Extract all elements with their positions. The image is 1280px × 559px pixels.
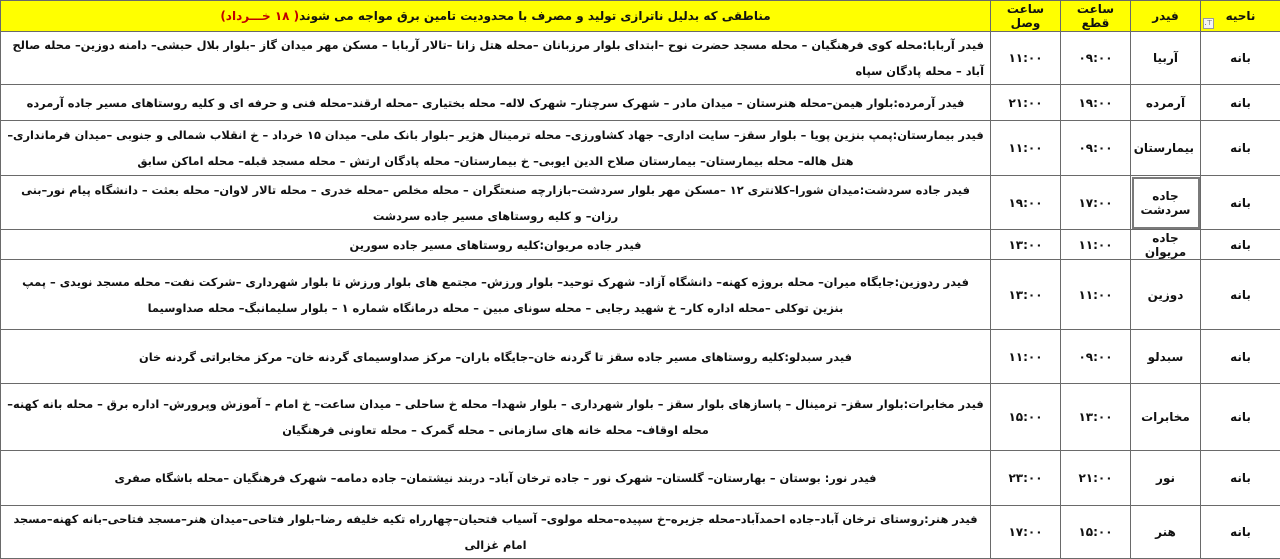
- connect-time-cell[interactable]: ۱۷:۰۰: [991, 506, 1061, 559]
- connect-time-cell[interactable]: ۱۱:۰۰: [991, 121, 1061, 176]
- column-header-region-label: ناحیه: [1226, 9, 1256, 23]
- table-row: [1, 121, 1280, 176]
- feeder-cell[interactable]: دوزین: [1131, 260, 1201, 330]
- table-row: [1, 260, 1280, 330]
- table-row: [1, 230, 1280, 260]
- feeder-cell[interactable]: بیمارستان: [1131, 121, 1201, 176]
- region-cell[interactable]: بانه: [1201, 260, 1280, 330]
- column-header-cut-time[interactable]: ساعت قطع: [1061, 1, 1131, 32]
- date-label: ( ۱۸ خـــرداد): [220, 9, 299, 23]
- connect-time-cell[interactable]: ۱۱:۰۰: [991, 32, 1061, 85]
- region-cell[interactable]: بانه: [1201, 176, 1280, 230]
- cut-time-cell[interactable]: ۲۱:۰۰: [1061, 451, 1131, 506]
- filter-dropdown-icon[interactable]: ⊤.: [1203, 18, 1214, 29]
- areas-cell[interactable]: فیدر ردوزین:جایگاه میران– محله بروژه کهنه– دانشگاه آزاد– شهرک توحید– بلوار ورزش– مجتمع های بلوار ورزش تا بلوار شهرداری –شرکت نفت– محله مسجد نویدی – پمپ بنزین توکلی –محله اداره کار– خ شهید رجایی – محله سونای مبین – محله درمانگاه شماره ۱ – بلوار سلیمانبگ– محله صداوسیما: [1, 260, 991, 330]
- column-header-description[interactable]: [1, 1, 991, 32]
- connect-time-cell[interactable]: ۱۳:۰۰: [991, 260, 1061, 330]
- table-row: [1, 384, 1280, 451]
- table-row: [1, 85, 1280, 121]
- areas-cell[interactable]: فیدر نور: بوستان – بهارستان– گلستان– شهرک نور – جاده ترخان آباد– دربند نیشتمان– جاده دمامه– شهرک فرهنگیان –محله باشگاه صفری: [1, 451, 991, 506]
- cut-time-cell[interactable]: ۱۱:۰۰: [1061, 230, 1131, 260]
- areas-cell[interactable]: فیدر جاده مریوان:کلیه روستاهای مسیر جاده سورین: [1, 230, 991, 260]
- region-cell[interactable]: بانه: [1201, 121, 1280, 176]
- column-header-feeder[interactable]: فیدر: [1131, 1, 1201, 32]
- areas-cell[interactable]: فیدر هنر:روستای ترخان آباد–جاده احمدآباد–محله جزیره–خ سپیده–محله مولوی– آسیاب فتحیان–چهارراه تکیه خلیفه رضا–بلوار فتاحی–میدان هنر–مسجد فتاحی–بانه کهنه–مسجد امام غزالی: [1, 506, 991, 559]
- region-cell[interactable]: بانه: [1201, 451, 1280, 506]
- connect-time-cell[interactable]: ۱۳:۰۰: [991, 230, 1061, 260]
- region-cell[interactable]: بانه: [1201, 384, 1280, 451]
- table-row: [1, 451, 1280, 506]
- table-row: [1, 330, 1280, 384]
- region-cell[interactable]: بانه: [1201, 85, 1280, 121]
- connect-time-cell[interactable]: ۱۵:۰۰: [991, 384, 1061, 451]
- connect-time-cell[interactable]: ۲۳:۰۰: [991, 451, 1061, 506]
- feeder-cell[interactable]: سبدلو: [1131, 330, 1201, 384]
- cut-time-cell[interactable]: ۱۵:۰۰: [1061, 506, 1131, 559]
- table-row: [1, 32, 1280, 85]
- areas-cell[interactable]: فیدر بیمارستان:پمپ بنزین پویا – بلوار سقز– سایت اداری– جهاد کشاورزی– محله ترمینال هژیر –بلوار بانک ملی– میدان ۱۵ خرداد – خ انقلاب شمالی و جنوبی –میدان فرمانداری– هتل هاله– محله بیمارستان– بیمارستان صلاح الدین ایوبی– خ بیمارستان– محله پادگان ارتش – محله مسجد قبله– محله اماکن سابق: [1, 121, 991, 176]
- areas-cell[interactable]: فیدر سبدلو:کلیه روستاهای مسیر جاده سقز تا گردنه خان–جایگاه باران– مرکز صداوسیمای گردنه خان– مرکز مخابراتی گردنه خان: [1, 330, 991, 384]
- table-row: [1, 506, 1280, 559]
- areas-cell[interactable]: فیدر مخابرات:بلوار سقز– ترمینال – پاسازهای بلوار سقز – بلوار شهرداری – بلوار شهدا– محله خ ساحلی – میدان ساعت– خ امام – آموزش وپرورش– اداره برق – محله بانه کهنه– محله اوقاف– محله خانه های سازمانی – محله گمرک – محله تعاونی فرهنگیان: [1, 384, 991, 451]
- feeder-cell-selected[interactable]: جاده سردشت: [1131, 176, 1201, 230]
- cut-time-cell[interactable]: ۱۱:۰۰: [1061, 260, 1131, 330]
- feeder-cell[interactable]: آربیا: [1131, 32, 1201, 85]
- table-row: [1, 176, 1280, 230]
- connect-time-cell[interactable]: ۱۱:۰۰: [991, 330, 1061, 384]
- cut-time-cell[interactable]: ۱۷:۰۰: [1061, 176, 1131, 230]
- region-cell[interactable]: بانه: [1201, 506, 1280, 559]
- header-row: [1, 1, 1280, 32]
- column-header-connect-time[interactable]: ساعت وصل: [991, 1, 1061, 32]
- feeder-cell[interactable]: نور: [1131, 451, 1201, 506]
- region-cell[interactable]: بانه: [1201, 32, 1280, 85]
- areas-cell[interactable]: فیدر آرمرده:بلوار هیمن–محله هنرستان – میدان مادر – شهرک سرچنار– شهرک لاله– محله بختیاری –محله ارقند–محله فنی و حرفه ای و کلیه روستاهای مسیر جاده آرمرده: [1, 85, 991, 121]
- connect-time-cell[interactable]: ۱۹:۰۰: [991, 176, 1061, 230]
- areas-cell[interactable]: فیدر جاده سردشت:میدان شورا–کلانتری ۱۲ –مسکن مهر بلوار سردشت–بازارچه صنعتگران – محله مخلص –محله خدری – محله تالار لاوان– محله بعثت – دانشگاه پیام نور–بنی رزان– و کلیه روستاهای مسیر جاده سردشت: [1, 176, 991, 230]
- cut-time-cell[interactable]: ۱۳:۰۰: [1061, 384, 1131, 451]
- feeder-cell[interactable]: مخابرات: [1131, 384, 1201, 451]
- cut-time-cell[interactable]: ۰۹:۰۰: [1061, 121, 1131, 176]
- feeder-cell[interactable]: هنر: [1131, 506, 1201, 559]
- feeder-cell[interactable]: جاده مریوان: [1131, 230, 1201, 260]
- column-header-region[interactable]: [1201, 1, 1280, 32]
- cut-time-cell[interactable]: ۰۹:۰۰: [1061, 330, 1131, 384]
- feeder-cell[interactable]: آرمرده: [1131, 85, 1201, 121]
- description-header-text: مناطقی که بدلیل ناترازی تولید و مصرف با محدودیت تامین برق مواجه می شوند: [299, 9, 771, 23]
- region-cell[interactable]: بانه: [1201, 330, 1280, 384]
- cut-time-cell[interactable]: ۱۹:۰۰: [1061, 85, 1131, 121]
- connect-time-cell[interactable]: ۲۱:۰۰: [991, 85, 1061, 121]
- region-cell[interactable]: بانه: [1201, 230, 1280, 260]
- areas-cell[interactable]: فیدر آربابا:محله کوی فرهنگیان – محله مسجد حضرت نوح –ابتدای بلوار مرزبانان –محله هتل زانا –تالار آربابا – مسکن مهر میدان گاز –بلوار بلال حبشی– دامنه دوزین– محله صالح آباد – محله پادگان سپاه: [1, 32, 991, 85]
- cut-time-cell[interactable]: ۰۹:۰۰: [1061, 32, 1131, 85]
